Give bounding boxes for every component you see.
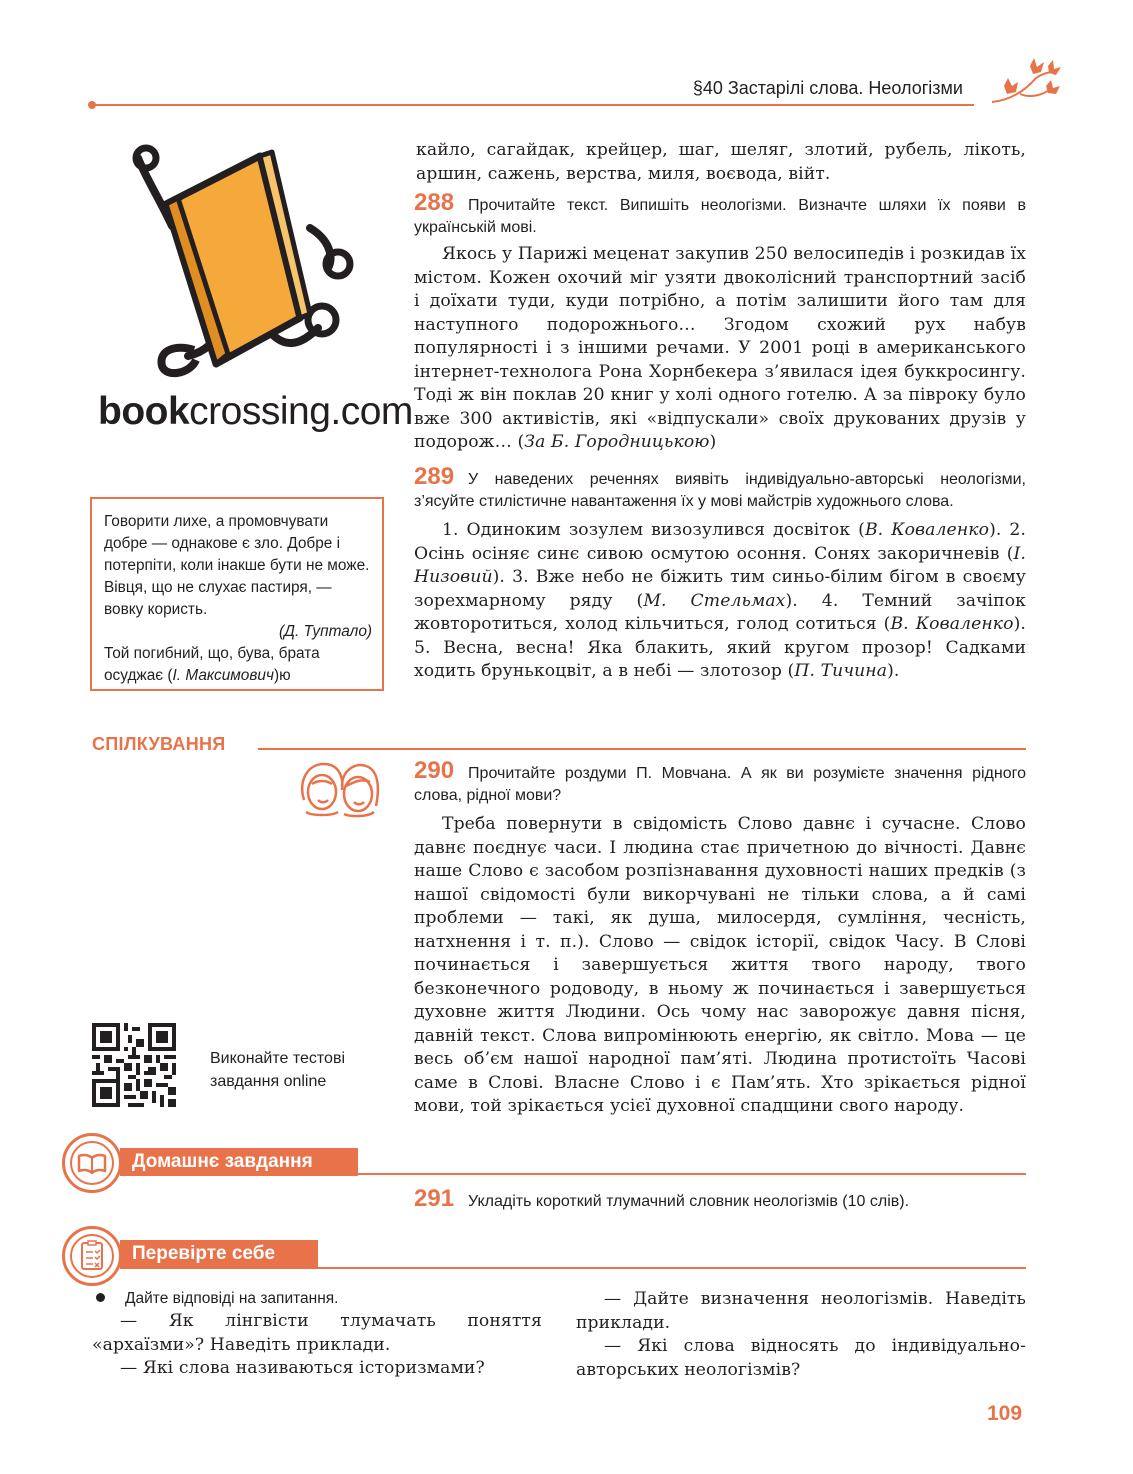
task-288-body: Якось у Парижі меценат закупив 250 велосипедів і розкидав їх містом. Кожен охочий міг узяти двоколісний транспортний засіб і доїхати туди, куди потрібно, а потім залишити його там для наступного подорожнього… Згодом схожий рух набув популярності і з іншими речами. У 2001 році в американського інтернет-технолога Рона Хорнбекера з’явилася ідея буккросингу. Тоді ж він поклав 20 книг у холі одного готелю. А за півроку було вже 300 активістів, які «відпускали» своїх друкованих друзів у подорож… ( (414, 244, 1026, 452)
check-lead-text: Дайте відповіді на запитання. (125, 1290, 339, 1307)
check-question-4: — Які слова відносять до індивідуально-авторських неологізмів? (576, 1336, 1026, 1380)
task-289-sentences (414, 519, 1026, 684)
author-4: В. Коваленко (890, 614, 1014, 634)
check-question-2: — Які слова називаються історизмами? (120, 1358, 485, 1378)
task-288-number: 288 (414, 189, 455, 216)
open-book-icon (65, 1136, 119, 1190)
homework-badge (62, 1133, 122, 1193)
task-290-text: Треба повернути в свідомість Слово давнє і сучасне. Слово давнє поєднує часи. І людина стає причетною до вічності. Давнє наше Слово є засобом розпізнавання духовності наших предків (з нашої свідомості були викорчувані не тільки слова, а й самі проблеми — такі, як душа, милосердя, сумління, чесність, натхнення і т. п.). Слово — свідок історії, свідок Часу. В Слові починається і завершується життя твого народу, твого безконечного родоводу, в ньому ж починається і завершується духовне життя Людини. Ось чому нас заворожує давня пісня, давній текст. Слова випромінюють енергію, як світло. Мова — це весь об’єм нашої народної пам’яті. Людина протистоїть Часові саме в Слові. Власне Слово і є Пам’ять. Хто зрікається рідної мови, той зрікається усієї духовної спадщини свого народу. (414, 814, 1026, 1116)
running-header: §40 Застарілі слова. Неологізми (692, 78, 963, 98)
logo-bold-part: book (98, 390, 190, 433)
sentence-3: ). 3. Вже небо не біжить тим синьо-білим бігом в своєму зорехмарному ряду ( (414, 567, 1026, 611)
task-290 (414, 757, 1026, 1119)
sentence-4: ). 4. Темний зачіпок жовторотиться, холод кільчиться, голод сотиться ( (414, 590, 1026, 634)
sentence-end: ). (887, 661, 900, 681)
quote-2-end: )ю (273, 667, 291, 684)
check-badge (62, 1226, 122, 1286)
bullet-icon (96, 1293, 105, 1302)
qr-code[interactable] (92, 1023, 176, 1107)
qr-caption: Виконайте тестові завдання online (210, 1050, 345, 1090)
task-291-number: 291 (414, 1185, 455, 1212)
check-questions-left (92, 1288, 542, 1381)
bookcrossing-logo-text (98, 390, 413, 434)
check-question-3: — Дайте визначення неологізмів. Наведіть приклади. (576, 1289, 1026, 1333)
author-5: П. Тичина (794, 661, 888, 681)
homework-banner: Домашнє завдання (120, 1148, 358, 1176)
task-289-number: 289 (414, 463, 455, 490)
check-questions-right (576, 1288, 1026, 1382)
task-288-source: За Б. Городницькою (524, 432, 710, 452)
task-290-number: 290 (414, 757, 455, 784)
task-291 (414, 1185, 1026, 1213)
task-290-instruction: Прочитайте роздуми П. Мовчана. А як ви розумієте значення рідного слова, рідної мови? (414, 765, 1026, 804)
intro-word-list: кайло, сагайдак, крейцер, шаг, шеляг, злотий, рубель, лікоть, аршин, сажень, верства, миля, воєвода, війт. (416, 140, 1026, 184)
flower-ornament-icon (990, 58, 1066, 114)
quote-2-author: І. Максимович (172, 667, 274, 684)
check-lead (92, 1288, 542, 1310)
quote-1-author: (Д. Туптало) (279, 623, 372, 640)
task-288-instruction: Прочитайте текст. Випишіть неологізми. Визначте шляхи їх появи в українській мові. (414, 197, 1026, 236)
communication-rule (258, 748, 1026, 750)
discussion-faces-icon (298, 760, 382, 818)
sentence-2: ). 2. Осінь осіняє синє сивою осмутою осоння. Сонях закоричневів ( (414, 520, 1026, 564)
bookcrossing-mascot-icon (120, 128, 380, 390)
task-289-instruction: У наведених реченнях виявіть індивідуально-авторські неологізми, з’ясуйте стилістичне навантаження їх у мові майстрів художнього слова. (414, 471, 1026, 510)
author-3: М. Стельмах (643, 590, 786, 611)
author-2: І. Низовий (414, 543, 1026, 587)
communication-heading: СПІЛКУВАННЯ (92, 734, 226, 754)
task-291-instruction: Укладіть короткий тлумачний словник неологізмів (10 слів). (468, 1193, 910, 1210)
task-288-text (414, 243, 1026, 455)
header-rule (92, 104, 974, 106)
task-288 (414, 189, 1026, 455)
task-289 (414, 463, 1026, 684)
check-banner: Перевірте себе (120, 1240, 318, 1268)
sentence-1: 1. Одиноким зозулем визозулився досвіток ( (442, 520, 865, 540)
page-number: 109 (987, 1402, 1023, 1425)
quote-2-text: Той погибний, що, бува, брата осуджає ( (104, 645, 320, 684)
quote-1-text: Говорити лихе, а промовчувати добре — однакове є зло. Добре і потерпіти, коли інакше бути не може. Вівця, що не слухає пастиря, — вовку користь. (104, 513, 370, 618)
author-1: В. Коваленко (864, 520, 990, 540)
logo-rest-part: crossing.com (189, 390, 413, 433)
task-288-close: ) (709, 432, 717, 452)
check-question-1: — Як лінгвісти тлумачать поняття «архаїзми»? Наведіть приклади. (92, 1311, 542, 1355)
sentence-5: ). 5. Весна, весна! Яка блакить, який кругом прозор! Садками ходить брунькоцвіт, а в небі — злотозор ( (414, 614, 1026, 681)
quote-2 (104, 643, 372, 687)
quote-box (90, 497, 384, 691)
checklist-icon (65, 1229, 119, 1283)
